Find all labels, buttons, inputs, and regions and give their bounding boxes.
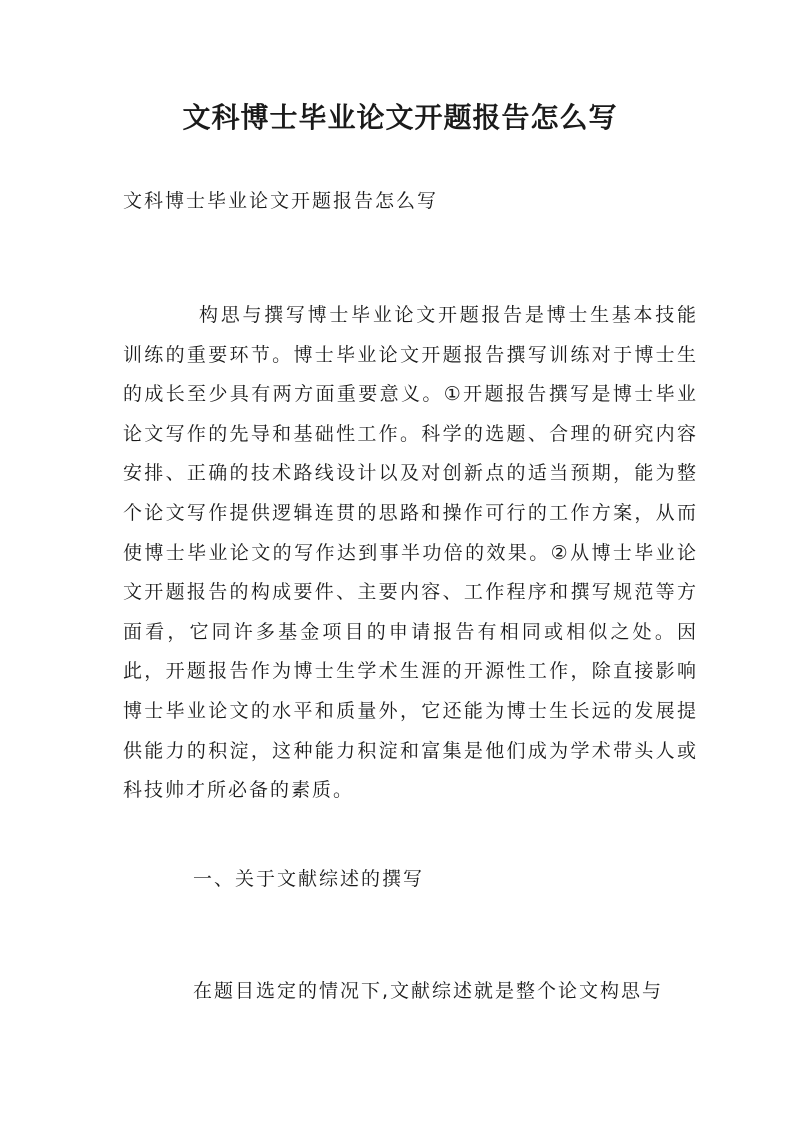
- document-subtitle: 文科博士毕业论文开题报告怎么写: [123, 190, 439, 212]
- section-heading: 一、关于文献综述的撰写: [193, 868, 425, 890]
- intro-paragraph: 构思与撰写博士毕业论文开题报告是博士生基本技能训练的重要环节。博士毕业论文开题报告撰写训练对于博士生的成长至少具有两方面重要意义。①开题报告撰写是博士毕业论文写作的先导和基础性工作。科学的选题、合理的研究内容安排、正确的技术路线设计以及对创新点的适当预期，能为整个论文写作提供逻辑连贯的思路和操作可行的工作方案，从而使博士毕业论文的写作达到事半功倍的效果。②从博士毕业论文开题报告的构成要件、主要内容、工作程序和撰写规范等方面看，它同许多基金项目的申请报告有相同或相似之处。因此，开题报告作为博士生学术生涯的开源性工作，除直接影响博士毕业论文的水平和质量外，它还能为博士生长远的发展提供能力的积淀，这种能力积淀和富集是他们成为学术带头人或科技帅才所必备的素质。: [123, 304, 698, 802]
- section-paragraph: 在题目选定的情况下,文献综述就是整个论文构思与: [193, 980, 664, 1002]
- document-title: 文科博士毕业论文开题报告怎么写: [182, 101, 618, 134]
